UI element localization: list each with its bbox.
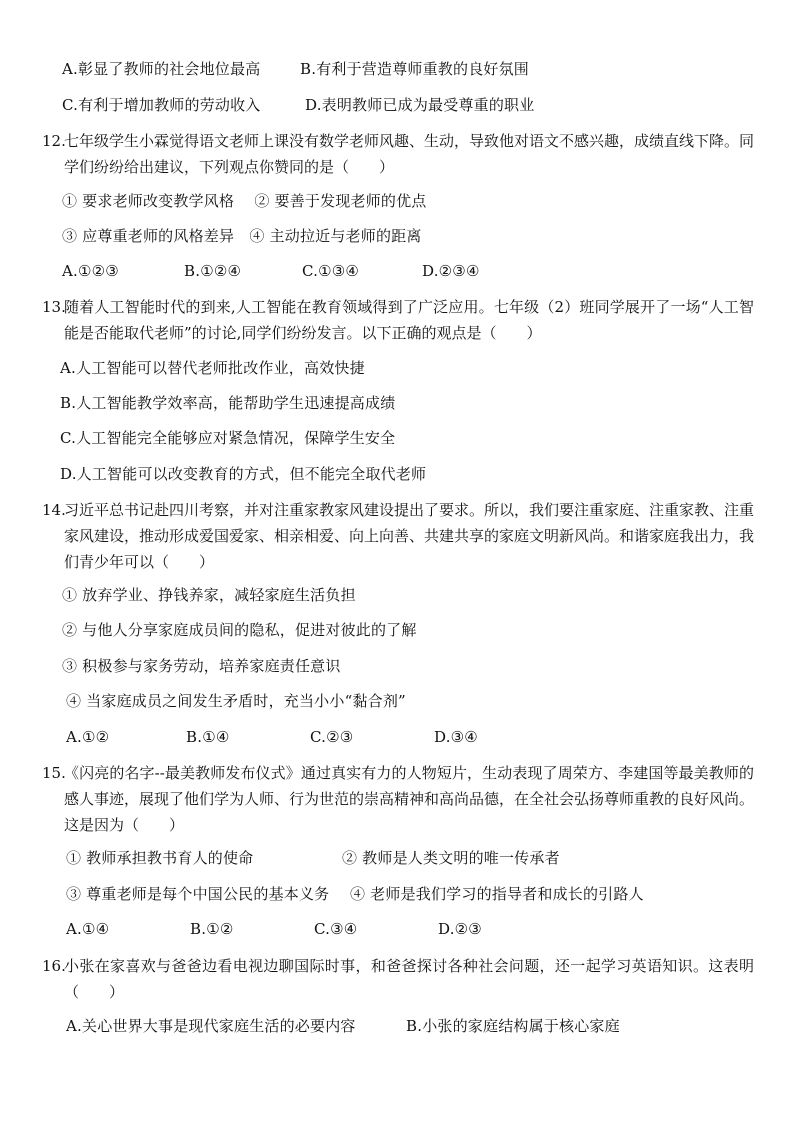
q15-statement-2: ② 教师是人类文明的唯一传承者 xyxy=(342,849,560,867)
q15-option-d: D.②③ xyxy=(438,920,482,938)
q13-option-b: B.人工智能教学效率高，能帮助学生迅速提高成绩 xyxy=(60,394,396,412)
q16-option-a: A.关心世界大事是现代家庭生活的必要内容 xyxy=(66,1017,356,1035)
q13-stem-text: 随着人工智能时代的到来,人工智能在教育领域得到了广泛应用。七年级（2）班同学展开了一场“人工智能是否能取代老师”的讨论,同学们纷纷发言。以下正确的观点是（ ） xyxy=(64,298,754,342)
q12-statement-2: ③ 应尊重老师的风格差异 ④ 主动拉近与老师的距离 xyxy=(62,227,422,245)
q13-number: 13. xyxy=(42,298,66,316)
q14-statement-3: ③ 积极参与家务劳动，培养家庭责任意识 xyxy=(62,657,341,675)
q14-statement-4: ④ 当家庭成员之间发生矛盾时，充当小小“黏合剂” xyxy=(66,692,406,710)
q12-number: 12. xyxy=(42,132,66,150)
q14-stem xyxy=(42,497,754,575)
q15-stem-text: 《闪亮的名字--最美教师发布仪式》通过真实有力的人物短片，生动表现了周荣方、李建国等最美教师的感人事迹，展现了他们学为人师、行为世范的崇高精神和高尚品德，在全社会弘扬尊师重教的良好风尚。这是因为（ ） xyxy=(64,764,755,834)
q11-option-c: C.有利于增加教师的劳动收入 xyxy=(62,96,261,114)
q12-stem xyxy=(42,128,754,180)
q11-option-b: B.有利于营造尊师重教的良好氛围 xyxy=(300,60,529,78)
q13-stem xyxy=(42,294,754,346)
q14-option-d: D.③④ xyxy=(434,728,478,746)
q12-option-d: D.②③④ xyxy=(422,262,480,280)
q16-stem-text: 小张在家喜欢与爸爸边看电视边聊国际时事，和爸爸探讨各种社会问题，还一起学习英语知识。这表明（ ） xyxy=(64,957,754,1001)
q13-option-d: D.人工智能可以改变教育的方式，但不能完全取代老师 xyxy=(60,465,427,483)
q13-option-c: C.人工智能完全能够应对紧急情况，保障学生安全 xyxy=(60,429,396,447)
q12-option-c: C.①③④ xyxy=(302,262,360,280)
q16-option-b: B.小张的家庭结构属于核心家庭 xyxy=(406,1017,620,1035)
q15-option-a: A.①④ xyxy=(66,920,110,938)
q15-stem xyxy=(42,760,754,838)
q14-statement-1: ① 放弃学业、挣钱养家，减轻家庭生活负担 xyxy=(62,586,356,604)
q16-number: 16. xyxy=(42,957,66,975)
q15-option-b: B.①② xyxy=(190,920,234,938)
q15-number: 15. xyxy=(42,764,66,782)
q13-option-a: A.人工智能可以替代老师批改作业，高效快捷 xyxy=(60,359,365,377)
q11-option-d: D.表明教师已成为最受尊重的职业 xyxy=(305,96,535,114)
q14-option-a: A.①② xyxy=(66,728,110,746)
q12-option-a: A.①②③ xyxy=(62,262,119,280)
q11-option-a: A.彰显了教师的社会地位最高 xyxy=(62,60,261,78)
q15-statement-1: ① 教师承担教书育人的使命 xyxy=(66,849,254,867)
q16-stem xyxy=(42,953,754,1005)
q15-statement-3: ③ 尊重老师是每个中国公民的基本义务 xyxy=(66,885,330,903)
q14-option-b: B.①④ xyxy=(186,728,230,746)
q14-stem-text: 习近平总书记赴四川考察，并对注重家教家风建设提出了要求。所以，我们要注重家庭、注重家教、注重家风建设，推动形成爱国爱家、相亲相爱、向上向善、共建共享的家庭文明新风尚。和谐家庭我出力，我们青少年可以（ ） xyxy=(64,501,755,571)
q14-number: 14. xyxy=(42,501,66,519)
q14-option-c: C.②③ xyxy=(310,728,354,746)
q14-statement-2: ② 与他人分享家庭成员间的隐私，促进对彼此的了解 xyxy=(62,621,417,639)
q12-option-b: B.①②④ xyxy=(184,262,242,280)
q15-statement-4: ④ 老师是我们学习的指导者和成长的引路人 xyxy=(350,885,644,903)
q15-option-c: C.③④ xyxy=(314,920,358,938)
q12-stem-text: 七年级学生小霖觉得语文老师上课没有数学老师风趣、生动，导致他对语文不感兴趣，成绩直线下降。同学们纷纷给出建议，下列观点你赞同的是（ ） xyxy=(64,132,755,176)
q12-statement-1: ① 要求老师改变教学风格 ② 要善于发现老师的优点 xyxy=(62,192,427,210)
